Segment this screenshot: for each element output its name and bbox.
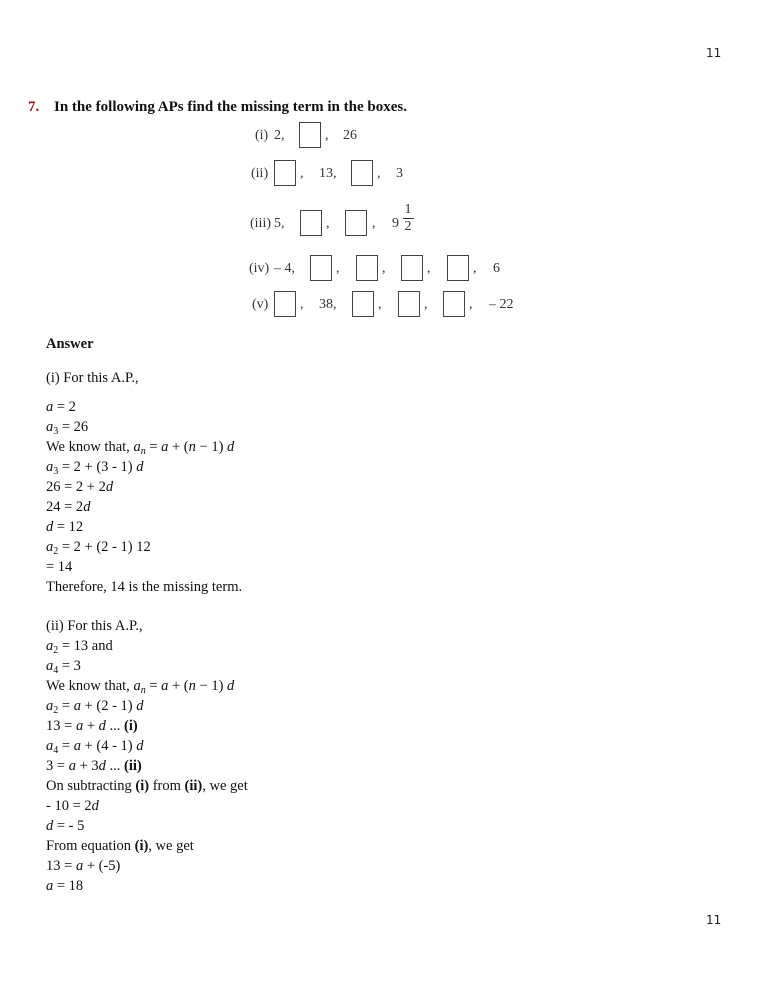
math-line: $a_3 = 2 + (3 - 1)$ d — [46, 459, 144, 477]
comma: , — [469, 297, 473, 312]
term: 2, — [274, 128, 285, 143]
conclusion-line: Therefore, 14 is the missing term. — [46, 579, 243, 595]
term: 26 — [343, 128, 357, 143]
comma: , — [427, 261, 431, 276]
comma: , — [325, 128, 329, 143]
missing-term-box — [274, 291, 296, 317]
missing-term-box — [274, 160, 296, 186]
math-line: $a_4 = 3$ — [46, 658, 81, 676]
math-line: $a_3 = 26$ — [46, 419, 89, 437]
missing-term-box — [351, 160, 373, 186]
missing-term-box — [345, 210, 367, 236]
math-line: 24 = 2d — [46, 499, 91, 515]
comma: , — [336, 261, 340, 276]
part-ii-intro: (ii) For this A.P., — [46, 618, 143, 634]
term: 13, — [319, 166, 337, 181]
part-ii-label: (ii) — [251, 166, 269, 181]
missing-term-box — [300, 210, 322, 236]
math-line: a = 18 — [46, 878, 84, 894]
missing-term-box — [299, 122, 321, 148]
question-text: In the following APs find the missing term in the boxes. — [54, 99, 407, 115]
part-i-intro: (i) For this A.P., — [46, 370, 139, 386]
math-line: - 10 = 2d — [46, 798, 99, 814]
page-number-top: 11 — [706, 46, 722, 60]
page-number-bottom: 11 — [706, 913, 722, 927]
comma: , — [300, 166, 304, 181]
comma: , — [378, 297, 382, 312]
comma: , — [473, 261, 477, 276]
missing-term-box — [356, 255, 378, 281]
part-iii-label: (iii) — [250, 216, 271, 231]
comma: , — [377, 166, 381, 181]
answer-heading: Answer — [46, 336, 94, 352]
term: 38, — [319, 297, 337, 312]
missing-term-box — [447, 255, 469, 281]
term: 5, — [274, 216, 285, 231]
math-line: = 14 — [46, 559, 73, 575]
math-line: We know that, $a_n = a + (n - 1)$ d — [46, 439, 235, 457]
fraction-numerator: 1 — [404, 202, 412, 217]
ap-figure — [0, 0, 765, 330]
question-number: 7. — [28, 99, 40, 115]
math-line: 13 = a + (-5) — [46, 858, 121, 874]
math-line: $a_2 = a + (2 - 1)$ d — [46, 698, 144, 716]
math-line: $a_2 = 13$ and — [46, 638, 113, 656]
math-line: 3 = a + 3d ... (ii) — [46, 758, 142, 774]
mixed-number-whole: 9 — [392, 216, 399, 231]
comma: , — [300, 297, 304, 312]
comma: , — [382, 261, 386, 276]
math-line: We know that, $a_n = a + (n - 1)$ d — [46, 678, 235, 696]
math-line: a = 2 — [46, 399, 76, 415]
fraction-denominator: 2 — [404, 219, 412, 234]
missing-term-box — [443, 291, 465, 317]
part-iv-label: (iv) — [249, 261, 270, 276]
missing-term-box — [398, 291, 420, 317]
math-line: On subtracting (i) from (ii), we get — [46, 778, 248, 794]
fraction — [401, 202, 415, 235]
math-line: 13 = a + d ... (i) — [46, 718, 138, 734]
math-line: From equation (i), we get — [46, 838, 194, 854]
missing-term-box — [401, 255, 423, 281]
math-line: $a_4 = a + (4 - 1)$ d — [46, 738, 144, 756]
term: – 22 — [489, 297, 514, 312]
math-line: 26 = 2 + 2d — [46, 479, 114, 495]
missing-term-box — [352, 291, 374, 317]
part-i-label: (i) — [255, 128, 269, 143]
comma: , — [424, 297, 428, 312]
part-v-label: (v) — [252, 297, 269, 312]
comma: , — [326, 216, 330, 231]
comma: , — [372, 216, 376, 231]
math-line: $a_2 = 2 + (2 - 1)$ 12 — [46, 539, 151, 557]
math-line: d = - 5 — [46, 818, 85, 834]
term: 3 — [396, 166, 403, 181]
term: – 4, — [274, 261, 295, 276]
term: 6 — [493, 261, 500, 276]
missing-term-box — [310, 255, 332, 281]
math-line: d = 12 — [46, 519, 84, 535]
